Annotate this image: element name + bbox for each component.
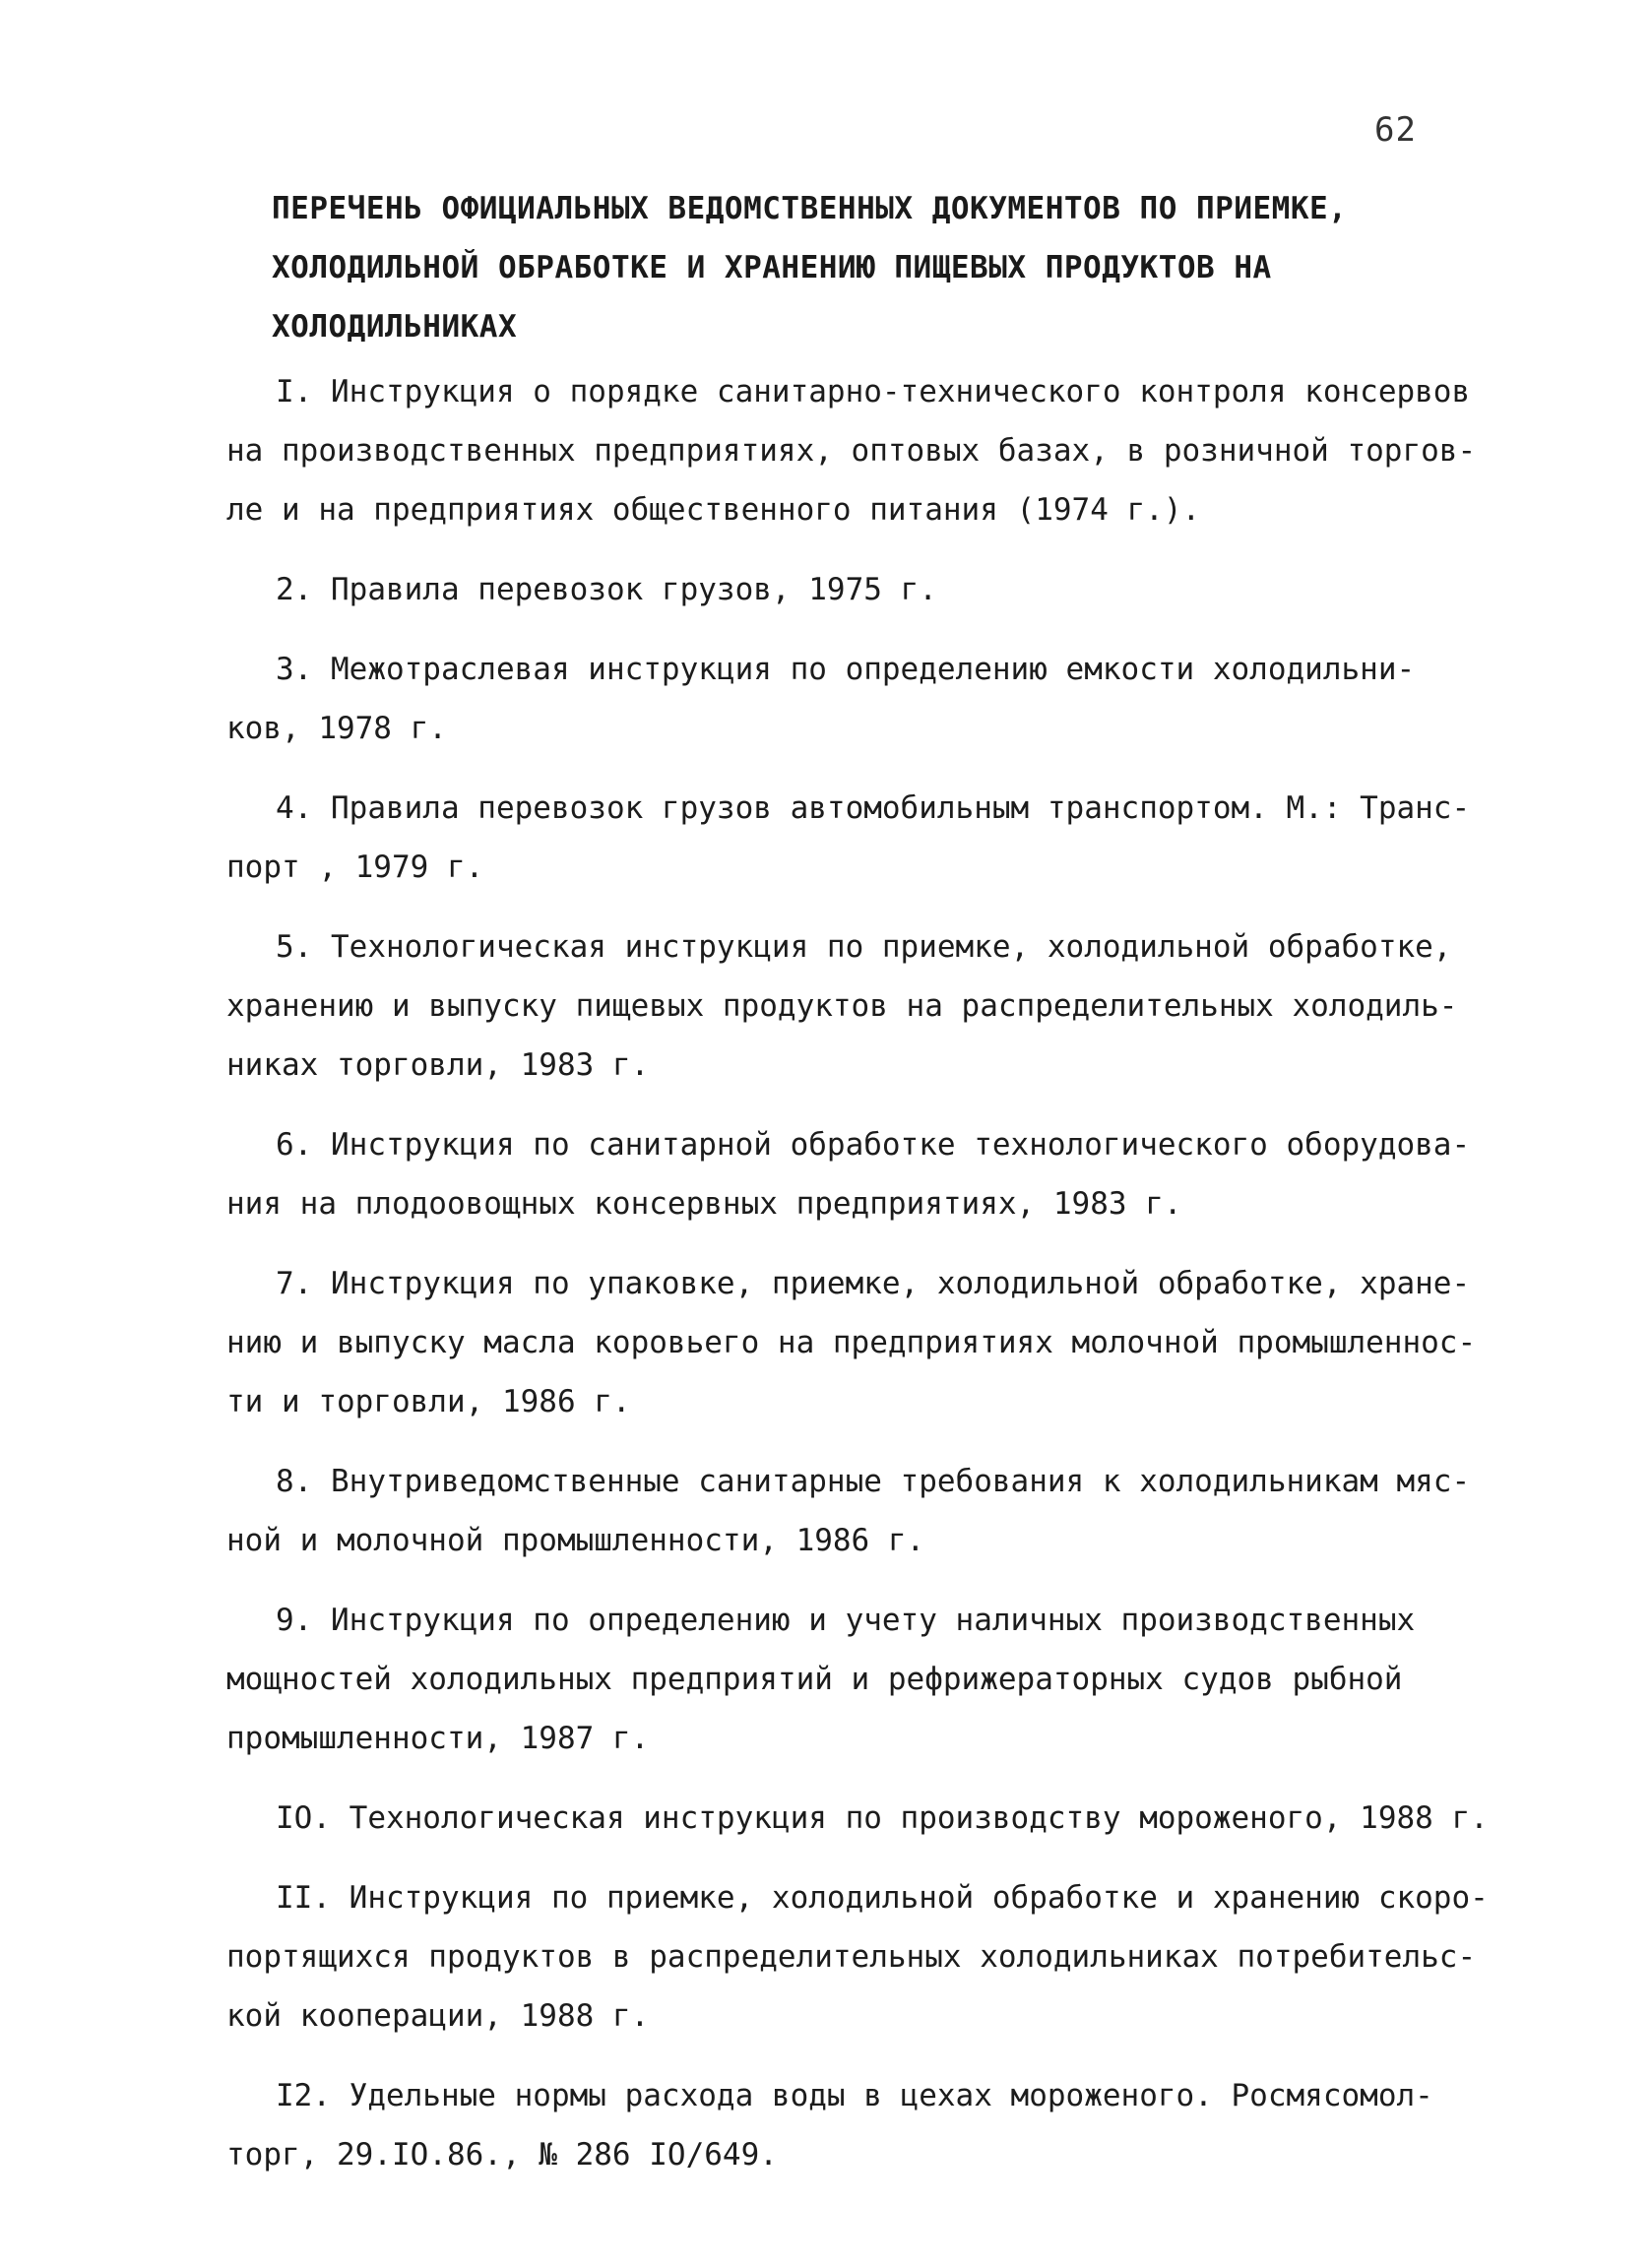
item-line: I. Инструкция о порядке санитарно-технического контроля консервов <box>276 374 1471 410</box>
item-line: ти и торговли, 1986 г. <box>226 1384 631 1419</box>
item-line: хранению и выпуску пищевых продуктов на распределительных холодиль- <box>226 988 1458 1024</box>
list-item <box>226 917 1506 1095</box>
item-line: мощностей холодильных предприятий и рефрижераторных судов рыбной <box>226 1662 1403 1697</box>
item-line: нию и выпуску масла коровьего на предприятиях молочной промышленнос- <box>226 1325 1477 1360</box>
list-item <box>226 2066 1506 2184</box>
list-item <box>226 640 1506 758</box>
item-line: 4. Правила перевозок грузов автомобильным транспортом. М.: Транс- <box>276 790 1471 826</box>
item-line: 7. Инструкция по упаковке, приемке, холодильной обработке, хране- <box>276 1266 1471 1301</box>
item-line: на производственных предприятиях, оптовых базах, в розничной торгов- <box>226 433 1477 469</box>
item-line: торг, 29.IO.86., № 286 IO/649. <box>226 2137 778 2173</box>
item-line: 5. Технологическая инструкция по приемке, холодильной обработке, <box>276 929 1452 965</box>
list-item <box>226 1591 1506 1768</box>
item-line: I2. Удельные нормы расхода воды в цехах мороженого. Росмясомол- <box>276 2078 1433 2113</box>
list-item <box>226 779 1506 897</box>
list-item <box>226 1254 1506 1431</box>
item-line: ной и молочной промышленности, 1986 г. <box>226 1523 925 1558</box>
item-line: ния на плодоовощных консервных предприятиях, 1983 г. <box>226 1186 1182 1222</box>
document-title <box>272 179 1493 356</box>
item-line: 3. Межотраслевая инструкция по определению емкости холодильни- <box>276 652 1416 687</box>
title-line: ХОЛОДИЛЬНИКАХ <box>272 309 518 345</box>
list-item <box>226 1115 1506 1233</box>
item-line: никах торговли, 1983 г. <box>226 1047 650 1083</box>
item-line: 2. Правила перевозок грузов, 1975 г. <box>276 572 937 607</box>
list-item <box>226 1868 1506 2046</box>
list-item <box>226 1789 1506 1848</box>
title-line: ПЕРЕЧЕНЬ ОФИЦИАЛЬНЫХ ВЕДОМСТВЕННЫХ ДОКУМЕНТОВ ПО ПРИЕМКЕ, <box>272 191 1348 226</box>
item-line: ков, 1978 г. <box>226 711 447 746</box>
item-line: портящихся продуктов в распределительных холодильниках потребительс- <box>226 1939 1477 1975</box>
item-line: 9. Инструкция по определению и учету наличных производственных <box>276 1603 1416 1638</box>
item-line: промышленности, 1987 г. <box>226 1721 650 1756</box>
document-list <box>226 362 1506 2205</box>
item-line: II. Инструкция по приемке, холодильной обработке и хранению скоро- <box>276 1880 1489 1916</box>
title-line: ХОЛОДИЛЬНОЙ ОБРАБОТКЕ И ХРАНЕНИЮ ПИЩЕВЫХ ПРОДУКТОВ НА <box>272 250 1272 285</box>
list-item <box>226 362 1506 539</box>
item-line: кой кооперации, 1988 г. <box>226 1998 650 2034</box>
page-number: 62 <box>1374 110 1417 150</box>
item-line: 8. Внутриведомственные санитарные требования к холодильникам мяс- <box>276 1464 1471 1499</box>
item-line: порт , 1979 г. <box>226 850 484 885</box>
list-item <box>226 1452 1506 1570</box>
item-line: IO. Технологическая инструкция по производству мороженого, 1988 г. <box>276 1800 1489 1836</box>
list-item <box>226 560 1506 619</box>
item-line: 6. Инструкция по санитарной обработке технологического оборудова- <box>276 1127 1471 1163</box>
item-line: ле и на предприятиях общественного питания (1974 г.). <box>226 492 1201 528</box>
